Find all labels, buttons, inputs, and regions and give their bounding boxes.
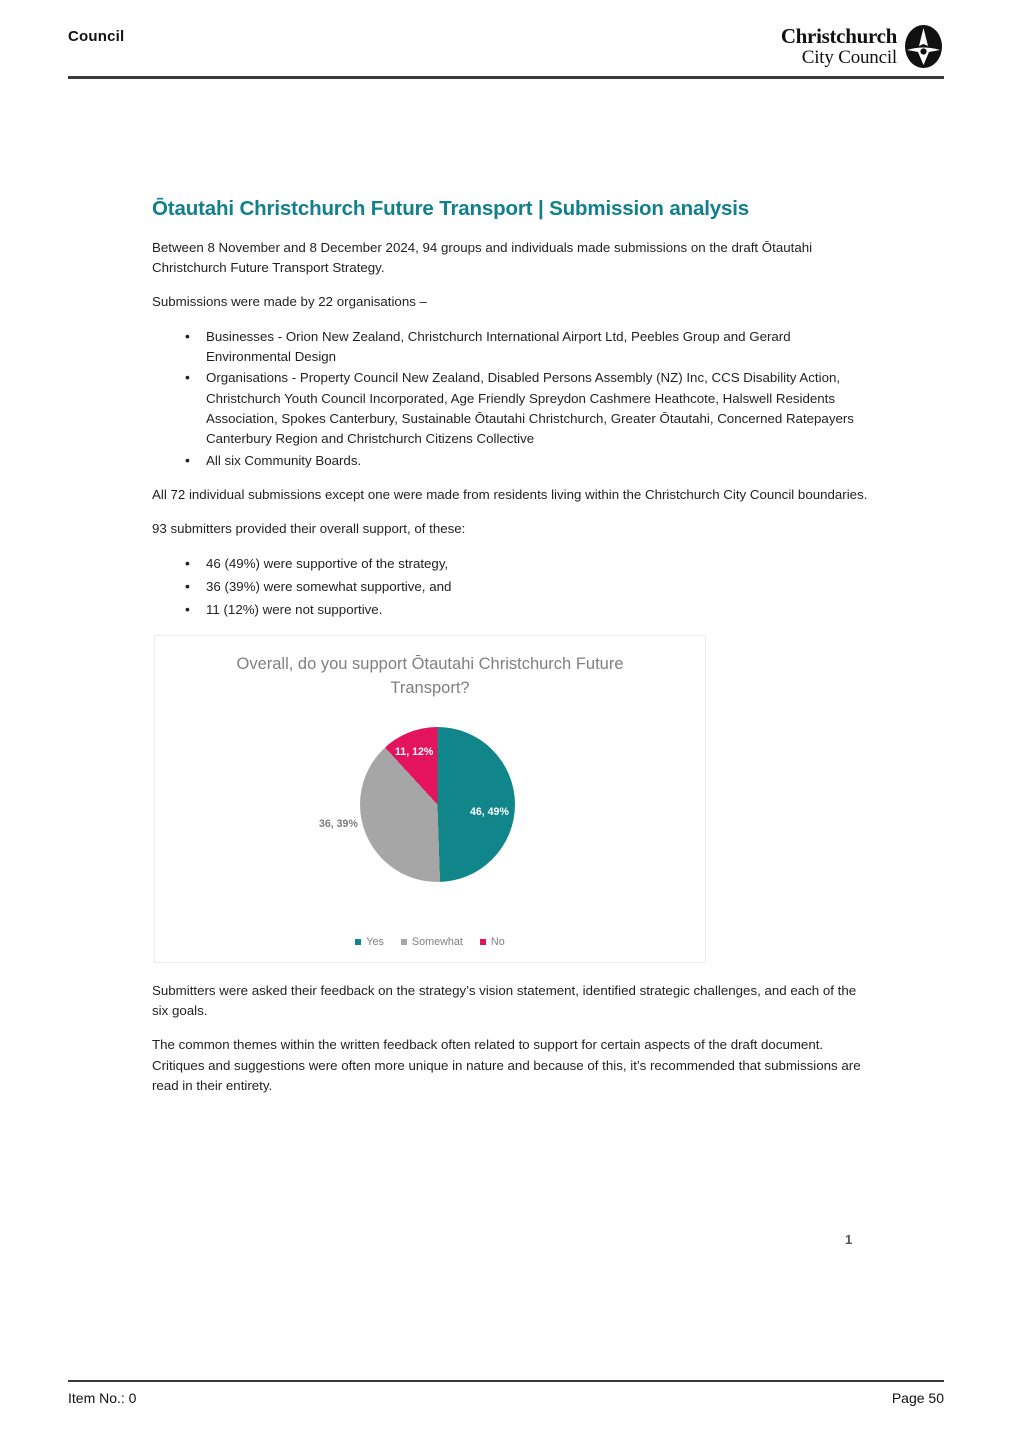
organisations-list <box>152 327 874 471</box>
legend-item-no <box>480 936 505 948</box>
support-pie-chart <box>154 635 706 963</box>
legend-label: Yes <box>366 935 384 948</box>
list-item: • Businesses - Orion New Zealand, Christchurch International Airport Ltd, Peebles Group and Gerard Environmental Design <box>206 327 874 368</box>
list-item: • All six Community Boards. <box>206 451 874 471</box>
feedback-paragraph: Submitters were asked their feedback on the strategy’s vision statement, identified strategic challenges, and each of the six goals. <box>152 982 857 1019</box>
council-logo-line1: Christchurch <box>780 24 897 49</box>
list-item: • Organisations - Property Council New Zealand, Disabled Persons Assembly (NZ) Inc, CCS Disability Action, Christchurch Youth Council Incorporated, Age Friendly Spreydon Cashmere Heathcote, Halswell Residents Association, Spokes Canterbury, Sustainable Ōtautahi Christchurch, Greater Ōtautahi, Concerned Ratepayers Canterbury Region and Christchurch Citizens Collective <box>206 368 874 449</box>
footer-page-label: Page 50 <box>891 1390 944 1406</box>
overall-support-list <box>152 554 874 621</box>
legend-item-yes <box>355 936 384 948</box>
chart-legend <box>155 936 705 948</box>
page-header <box>68 24 944 76</box>
pie-label-no: 11, 12% <box>395 745 434 758</box>
pie-label-somewhat: 36, 39% <box>319 817 358 830</box>
legend-swatch-icon <box>355 939 361 945</box>
legend-item-somewhat <box>401 936 463 948</box>
header-section-label: Council <box>68 28 125 45</box>
pie-graphic <box>319 727 515 882</box>
header-divider <box>68 76 944 79</box>
page-footer <box>68 1390 944 1406</box>
legend-swatch-icon <box>480 939 486 945</box>
page-number: 1 <box>845 1232 853 1247</box>
legend-label: Somewhat <box>411 935 463 948</box>
organisations-lead-in: Submissions were made by 22 organisations – <box>152 294 427 310</box>
pie-disc <box>360 727 515 882</box>
council-logo-wordmark <box>781 26 897 67</box>
footer-divider <box>68 1380 944 1382</box>
legend-swatch-icon <box>401 939 407 945</box>
chart-title: Overall, do you support Ōtautahi Christchurch Future Transport? <box>236 654 624 698</box>
council-logo-line2: City Council <box>801 46 897 68</box>
list-item: • 11 (12%) were not supportive. <box>206 600 874 620</box>
christchurch-city-council-crest-icon <box>903 24 944 69</box>
themes-paragraph: The common themes within the written feedback often related to support for certain aspects of the draft document. Critiques and suggestions were often more unique in nature and because of this, it’s recommended that submissions are read in their entirety. <box>152 1037 861 1094</box>
intro-paragraph: Between 8 November and 8 December 2024, 94 groups and individuals made submissions on the draft Ōtautahi Christchurch Future Transport Strategy. <box>152 239 813 275</box>
legend-label: No <box>490 935 505 948</box>
pie-label-yes: 46, 49% <box>470 805 509 818</box>
document-body <box>152 196 874 1111</box>
list-item: • 36 (39%) were somewhat supportive, and <box>206 577 874 597</box>
list-item: • 46 (49%) were supportive of the strategy, <box>206 554 874 574</box>
individual-submissions-paragraph: All 72 individual submissions except one were made from residents living within the Christchurch City Council boundaries. <box>152 487 868 503</box>
council-logo <box>781 24 944 69</box>
footer-item-number: Item No.: 0 <box>68 1390 137 1406</box>
page-title: Ōtautahi Christchurch Future Transport | Submission analysis <box>152 197 750 220</box>
overall-support-lead-in: 93 submitters provided their overall support, of these: <box>152 521 466 537</box>
